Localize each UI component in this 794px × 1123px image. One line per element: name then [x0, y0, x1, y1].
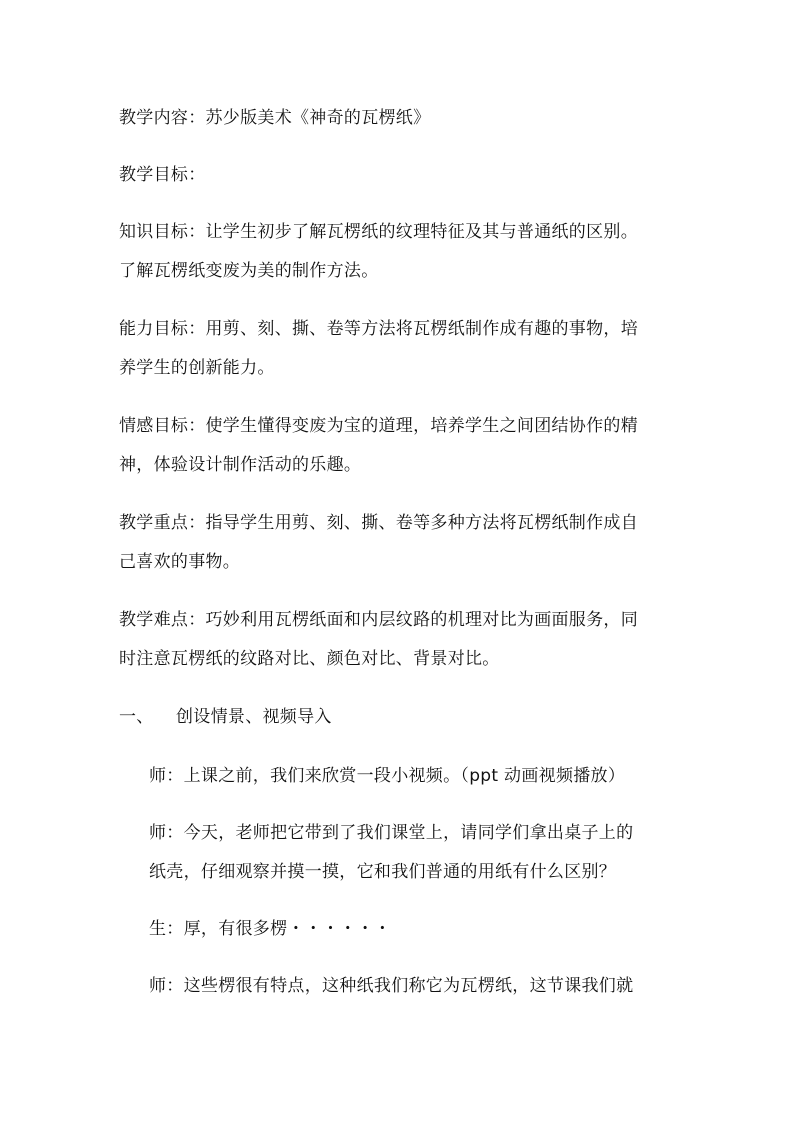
dialogue-line-3: 纸壳，仔细观察并摸一摸，它和我们普通的用纸有什么区别？ [149, 862, 617, 882]
teaching-difficulty-line-1: 教学难点：巧妙利用瓦楞纸面和内层纹路的机理对比为画面服务，同 [119, 610, 638, 630]
teaching-content-line: 教学内容：苏少版美术《神奇的瓦楞纸》 [119, 108, 431, 128]
teaching-difficulty-line-2: 时注意瓦楞纸的纹路对比、颜色对比、背景对比。 [119, 649, 500, 669]
dialogue-line-4: 生：厚，有很多楞・・・・・・ [149, 919, 392, 939]
ability-goal-line-1: 能力目标：用剪、刻、撕、卷等方法将瓦楞纸制作成有趣的事物，培 [119, 319, 638, 339]
dialogue-line-2: 师：今天，老师把它带到了我们课堂上，请同学们拿出桌子上的 [149, 823, 634, 843]
teaching-goals-heading: 教学目标： [119, 165, 206, 185]
emotion-goal-line-2: 神，体验设计制作活动的乐趣。 [119, 455, 362, 475]
ability-goal-line-2: 养学生的创新能力。 [119, 358, 275, 378]
knowledge-goal-line-2: 了解瓦楞纸变废为美的制作方法。 [119, 261, 379, 281]
dialogue-line-1: 师：上课之前，我们来欣赏一段小视频。（ppt 动画视频播放） [149, 766, 626, 786]
dialogue-line-5: 师：这些楞很有特点，这种纸我们称它为瓦楞纸，这节课我们就 [149, 976, 634, 996]
emotion-goal-line-1: 情感目标：使学生懂得变废为宝的道理，培养学生之间团结协作的精 [119, 416, 638, 436]
section-title: 创设情景、视频导入 [176, 707, 332, 727]
teaching-focus-line-1: 教学重点：指导学生用剪、刻、撕、卷等多种方法将瓦楞纸制作成自 [119, 513, 638, 533]
knowledge-goal-line-1: 知识目标：让学生初步了解瓦楞纸的纹理特征及其与普通纸的区别。 [119, 222, 638, 242]
teaching-focus-line-2: 己喜欢的事物。 [119, 552, 241, 572]
section-number: 一、 [119, 707, 154, 727]
